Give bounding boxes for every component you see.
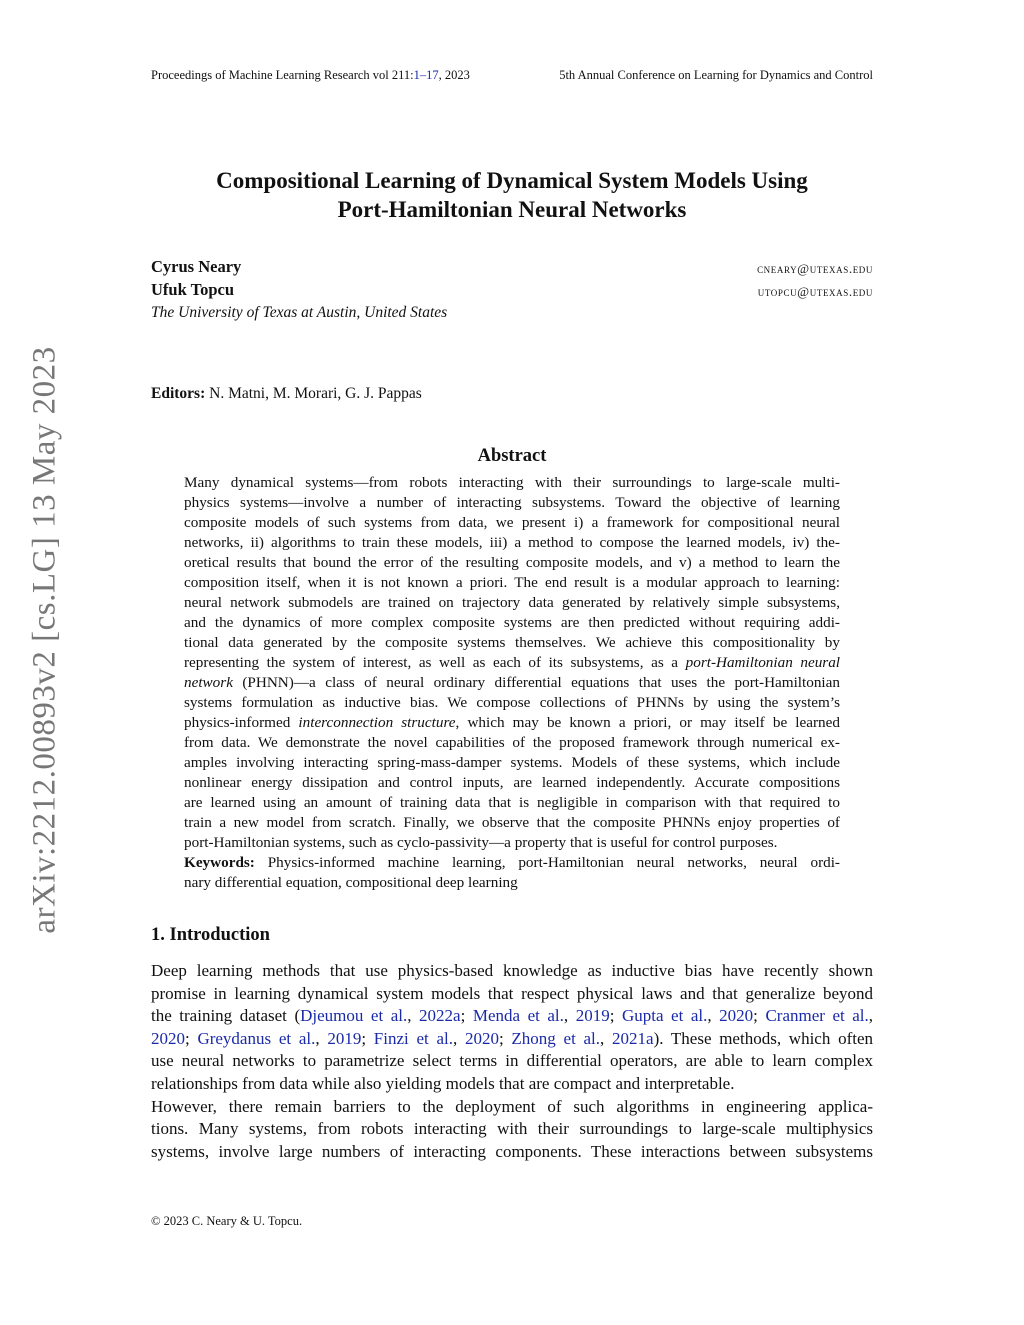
text-line: [184, 874, 840, 892]
citation-link[interactable]: Zhong et al.: [511, 1028, 601, 1048]
text-line: [151, 1029, 873, 1049]
citation-link[interactable]: 2019: [575, 1006, 610, 1026]
text-span: representing the system of interest, as well as each of its subsystems, as a: [184, 654, 686, 671]
citation-link[interactable]: Djeumou et al.: [300, 1006, 408, 1026]
text-line: [151, 1142, 873, 1162]
text-line: [184, 754, 840, 772]
text-line: [184, 554, 840, 572]
author-name: Ufuk Topcu: [151, 280, 235, 299]
text-span: relationships from data while also yielding models that are compact and interpretable.: [151, 1074, 735, 1093]
text-line: [184, 734, 840, 752]
text-span: port-Hamiltonian systems, such as cyclo-passivity—a property that is useful for control purposes.: [184, 834, 778, 851]
text-span: ,: [563, 1006, 576, 1026]
citation-link[interactable]: Cranmer et al.: [765, 1006, 869, 1026]
affiliation: The University of Texas at Austin, United States: [151, 304, 448, 321]
text-line: [151, 961, 873, 981]
text-span: ;: [361, 1028, 374, 1048]
text-line: [184, 594, 840, 612]
text-span: systems, involve large numbers of interacting components. These interactions between subsystems: [151, 1141, 873, 1161]
citation-link[interactable]: 2020: [151, 1028, 185, 1048]
text-span: ,: [407, 1006, 420, 1026]
text-span: promise in learning dynamical system models that respect physical laws and that generalize beyond: [151, 983, 873, 1003]
text-span: network: [184, 674, 233, 691]
text-span: ). These methods, which often: [653, 1028, 873, 1048]
text-span: from data. We demonstrate the novel capabilities of the proposed framework through numerical ex-: [184, 734, 840, 751]
text-span: tions. Many systems, from robots interacting with their surroundings to large-scale multiphysics: [151, 1119, 873, 1139]
text-span: ,: [600, 1028, 613, 1048]
text-span: interconnection structure: [298, 714, 456, 731]
abstract-heading: Abstract: [477, 446, 547, 466]
citation-link[interactable]: Finzi et al.: [373, 1028, 453, 1048]
text-span: tional data generated by the composite systems themselves. We achieve this compositionality by: [184, 634, 840, 651]
keywords-label: Keywords:: [184, 854, 255, 871]
text-span: (PHNN)—a class of neural ordinary differential equations that uses the port-Hamiltonian: [232, 674, 840, 691]
text-span: oretical results that bound the error of the resulting composite models, and v) a method to learn the: [184, 554, 840, 571]
citation-link[interactable]: 2020: [464, 1028, 499, 1048]
text-span: and the dynamics of more complex composite systems are then predicted without requiring addi-: [184, 614, 840, 631]
text-line: [184, 794, 840, 812]
paper-title-line1: Compositional Learning of Dynamical System Models Using: [216, 168, 808, 193]
text-span: ,: [315, 1028, 328, 1048]
running-header-left: [151, 68, 470, 83]
text-line: [151, 1006, 873, 1026]
text-line: [184, 514, 840, 532]
text-span: composite models of such systems from data, we present i) a framework for compositional neural: [184, 514, 840, 531]
text-line: [151, 1074, 873, 1094]
text-span: nonlinear energy dissipation and control inputs, are learned independently. Accurate compositions: [184, 774, 840, 791]
text-span: ,: [868, 1006, 874, 1026]
text-span: physics-informed: [184, 714, 299, 731]
text-line: [151, 984, 873, 1004]
text-line: [184, 834, 840, 852]
editors: [151, 385, 422, 403]
citation-link[interactable]: Greydanus et al.: [197, 1028, 316, 1048]
text-span: the training dataset (: [151, 1006, 301, 1026]
text-line: [184, 574, 840, 592]
text-line: [151, 1051, 873, 1071]
section-heading: 1. Introduction: [151, 925, 270, 945]
year-text: , 2023: [438, 68, 470, 82]
text-span: Deep learning methods that use physics-based knowledge as inductive bias have recently shown: [151, 961, 873, 980]
copyright-footer: © 2023 C. Neary & U. Topcu.: [151, 1214, 303, 1228]
citation-link[interactable]: 2022a: [419, 1006, 461, 1026]
author-email[interactable]: utopcu@utexas.edu: [757, 284, 873, 299]
arxiv-stamp: arXiv:2212.00893v2 [cs.LG] 13 May 2023: [26, 346, 63, 934]
text-line: [184, 694, 840, 712]
text-span: However, there remain barriers to the deployment of such algorithms in engineering applica-: [151, 1096, 873, 1116]
text-line: [184, 534, 840, 552]
text-line: [184, 614, 840, 632]
text-span: train a new model from scratch. Finally, we observe that the composite PHNNs enjoy properties of: [184, 814, 840, 831]
text-span: Many dynamical systems—from robots interacting with their surroundings to large-scale multi-: [184, 474, 840, 491]
text-line: [184, 474, 840, 492]
pages-link[interactable]: 1–17: [413, 68, 439, 82]
text-span: ;: [609, 1006, 622, 1026]
text-line: [184, 634, 840, 652]
text-span: systems formulation as inductive bias. We compose collections of PHNNs by using the system’s: [184, 694, 840, 711]
text-line: [151, 1097, 873, 1117]
proceedings-text: Proceedings of Machine Learning Research vol 211:: [151, 68, 414, 82]
editors-names: N. Matni, M. Morari, G. J. Pappas: [205, 385, 422, 402]
text-line: [184, 854, 840, 872]
author-name: Cyrus Neary: [151, 257, 242, 276]
text-span: port-Hamiltonian neural: [685, 654, 841, 671]
text-span: composition itself, when it is not known a priori. The end result is a modular approach to learning:: [184, 574, 840, 591]
citation-link[interactable]: 2020: [719, 1006, 754, 1026]
text-span: , which may be known a priori, or may itself be learned: [455, 714, 840, 731]
text-line: [151, 1119, 873, 1139]
text-span: ;: [185, 1028, 198, 1048]
text-span: physics systems—involve a number of interacting subsystems. Toward the objective of learning: [184, 494, 840, 511]
text-span: amples involving interacting spring-mass-damper systems. Models of these systems, which include: [184, 754, 840, 771]
text-span: nary differential equation, compositional deep learning: [184, 874, 518, 891]
running-header-right: 5th Annual Conference on Learning for Dynamics and Control: [559, 68, 873, 82]
editors-label: Editors:: [151, 385, 206, 402]
citation-link[interactable]: Menda et al.: [472, 1006, 564, 1026]
text-line: [184, 774, 840, 792]
author-email[interactable]: cneary@utexas.edu: [757, 261, 873, 276]
text-span: ;: [498, 1028, 512, 1048]
text-span: ,: [452, 1028, 465, 1048]
text-span: use neural networks to parametrize select terms in differential operators, are able to learn complex: [151, 1051, 873, 1071]
text-span: ;: [460, 1006, 473, 1026]
text-line: [184, 494, 840, 512]
citation-link[interactable]: 2021a: [612, 1028, 654, 1048]
paper-title-line2: Port-Hamiltonian Neural Networks: [337, 197, 687, 222]
text-span: neural network submodels are trained on trajectory data generated by relatively simple subsystems,: [184, 594, 840, 611]
text-line: [184, 654, 840, 672]
text-span: Physics-informed machine learning, port-Hamiltonian neural networks, neural ordi-: [254, 854, 840, 871]
text-span: ,: [707, 1006, 720, 1026]
citation-link[interactable]: Gupta et al.: [621, 1006, 708, 1026]
text-line: [184, 814, 840, 832]
text-span: ;: [753, 1006, 766, 1026]
text-line: [184, 674, 840, 692]
citation-link[interactable]: 2019: [327, 1028, 362, 1048]
text-span: networks, ii) algorithms to train these models, iii) a method to compose the learned models, iv) the-: [184, 534, 840, 551]
text-span: are learned using an amount of training data that is negligible in comparison with that required to: [184, 794, 840, 811]
text-line: [184, 714, 840, 732]
